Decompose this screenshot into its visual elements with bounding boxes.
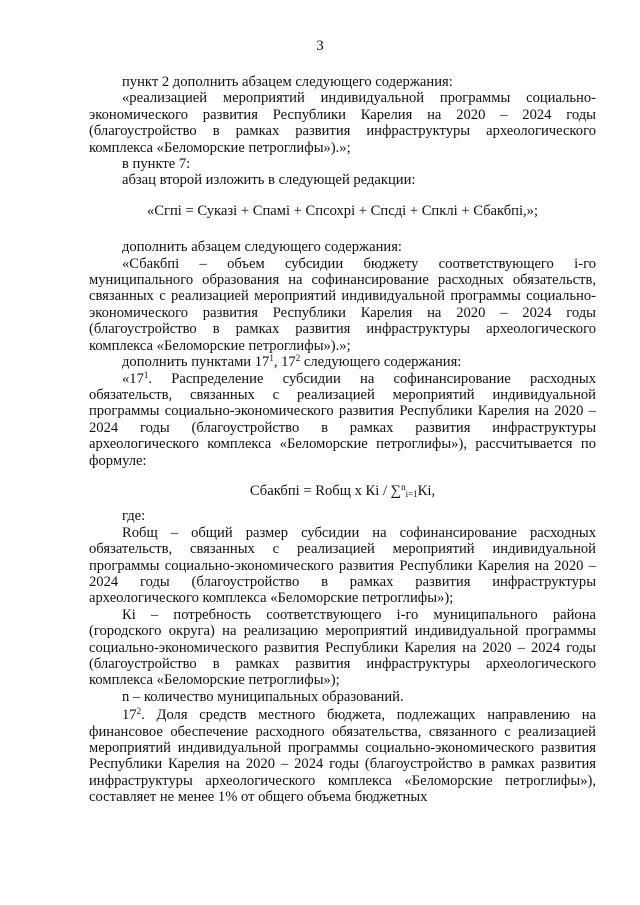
superscript: 1 bbox=[143, 369, 149, 380]
formula-part: Кі, bbox=[417, 482, 436, 499]
paragraph-point2-addition: «реализацией мероприятий индивидуальной программы социально-экономического развития Республики Карелия на 2020 – 2024 годы (благоустройство в рамках развития инфраструктуры археологического комплекса «Беломорские петроглифы»).»; bbox=[89, 90, 596, 156]
superscript: 2 bbox=[295, 353, 301, 364]
paragraph-sbakbp-definition: «Сбакбпі – объем субсидии бюджету соответствующего і-го муниципального образования на софинансирование расходных обязательств, связанных с реализацией мероприятий индивидуальной программы социально-экономического развития Республики Карелия на 2020 – 2024 годы (благоустройство в рамках развития инфраструктуры археологического комплекса «Беломорские петроглифы»).»; bbox=[89, 255, 596, 354]
text-fragment: . Распределение субсидии на софинансирование расходных обязательств, связанных с реализацией мероприятий индивидуальной программы социально-экономического развития Республики Карелия на 2020 – 2024 годы (благоустройство в рамках развития инфраструктуры археологического комплекса «Беломорские петроглифы»), рассчитывается по формуле: bbox=[89, 370, 596, 469]
superscript: 2 bbox=[136, 706, 142, 717]
paragraph-add-points-intro bbox=[89, 354, 596, 370]
paragraph-ki-definition: Кі – потребность соответствующего і-го муниципального района (городского округа) на реализацию мероприятий индивидуальной программы социально-экономического развития Республики Карелия на 2020 – 2024 годы (благоустройство в рамках развития инфраструктуры археологического комплекса «Беломорские петроглифы»); bbox=[89, 606, 596, 689]
paragraph-where: где: bbox=[122, 508, 146, 525]
formula-sum-lower: i=1 bbox=[405, 488, 418, 499]
text-fragment: следующего содержания: bbox=[300, 354, 462, 371]
paragraph-add-intro: дополнить абзацем следующего содержания: bbox=[122, 239, 402, 256]
text-fragment: «17 bbox=[122, 370, 144, 387]
paragraph-point17-1 bbox=[89, 371, 596, 469]
text-fragment: . Доля средств местного бюджета, подлежащих направлению на финансовое обеспечение расходного обязательства, связанного с реализацией мероприятий индивидуальной программы социально-экономического развития Республики Карелия на 2020 – 2024 годы (благоустройство в рамках развития инфраструктуры археологического комплекса «Беломорские петроглифы»), составляет не менее 1% от общего объема бюджетных bbox=[89, 707, 596, 806]
text-fragment: дополнить пунктами 17 bbox=[122, 354, 270, 371]
formula-sum-upper: n bbox=[401, 481, 406, 492]
formula-distribution bbox=[89, 483, 596, 499]
formula-total-subsidy: «Сгпі = Суказі + Спамі + Спсохрі + Спсді + Спклі + Сбакбпі,»; bbox=[146, 202, 539, 219]
paragraph-point7-instruction: абзац второй изложить в следующей редакции: bbox=[122, 172, 416, 189]
paragraph-point2-intro: пункт 2 дополнить абзацем следующего содержания: bbox=[122, 74, 453, 90]
page-number: 3 bbox=[316, 38, 324, 54]
text-fragment: 17 bbox=[122, 707, 137, 724]
superscript: 1 bbox=[269, 353, 274, 364]
paragraph-robsh-definition: Rобщ – общий размер субсидии на софинансирование расходных обязательств, связанных с реализацией мероприятий индивидуальной программы социально-экономического развития Республики Карелия на 2020 – 2024 годы (благоустройство в рамках развития инфраструктуры археологического комплекса «Беломорские петроглифы»); bbox=[89, 524, 596, 607]
paragraph-point7-intro: в пункте 7: bbox=[122, 156, 191, 173]
paragraph-n-definition: n – количество муниципальных образований. bbox=[122, 688, 404, 705]
paragraph-point17-2 bbox=[89, 707, 596, 805]
text-fragment: , 17 bbox=[273, 354, 296, 371]
formula-part: Сбакбпі = Rобщ х Кі / ∑ bbox=[249, 482, 402, 499]
document-body bbox=[89, 74, 596, 806]
